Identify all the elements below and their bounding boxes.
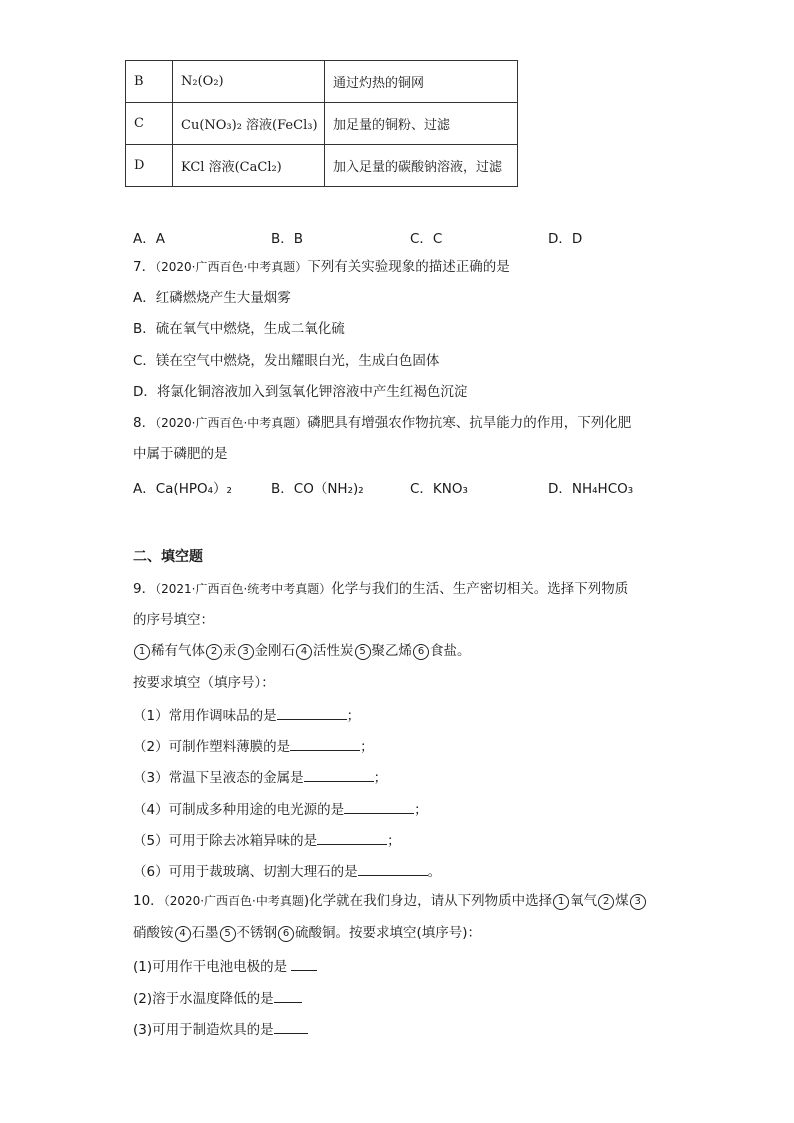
number-circle: 5 bbox=[220, 926, 236, 942]
question-source: （2021·广西百色·统考中考真题） bbox=[155, 582, 332, 596]
material-name: 石墨 bbox=[191, 925, 219, 941]
q10-item-1 bbox=[133, 956, 317, 976]
q9-instruction: 按要求填空（填序号）： bbox=[133, 675, 275, 691]
number-circle: 2 bbox=[598, 894, 614, 910]
question-text: 。按要求填空(填序号)： bbox=[335, 925, 482, 941]
q7-stem bbox=[133, 258, 510, 276]
choice-d[interactable]: D．NH₄HCO₃ bbox=[548, 481, 634, 497]
question-number: 7． bbox=[133, 259, 156, 275]
punctuation: ； bbox=[414, 802, 428, 818]
punctuation: ； bbox=[373, 770, 388, 786]
choice-a[interactable]: A．A bbox=[133, 231, 165, 247]
material-name: 煤 bbox=[615, 893, 629, 909]
question-source: （2020·广西百色·中考真题） bbox=[155, 260, 308, 274]
punctuation: ； bbox=[346, 708, 361, 724]
table-row bbox=[126, 103, 518, 145]
number-circle: 3 bbox=[238, 644, 254, 660]
choice-c[interactable]: C．KNO₃ bbox=[410, 481, 468, 497]
number-circle: 6 bbox=[278, 926, 294, 942]
question-source: （2020·广西百色·中考真题） bbox=[155, 416, 308, 430]
number-circle: 5 bbox=[355, 644, 371, 660]
question-text: 下列有关实验现象的描述正确的是 bbox=[307, 259, 510, 275]
q9-item-1 bbox=[133, 705, 360, 725]
question-number: 10． bbox=[133, 893, 164, 909]
choice-b[interactable]: B．CO（NH₂)₂ bbox=[271, 481, 364, 497]
question-source: （2020·广西百色·中考真题 bbox=[163, 894, 304, 908]
substance-cell: Cu(NO₃)₂ 溶液(FeCl₃) bbox=[173, 103, 325, 145]
item-text: (2)溶于水温度降低的是 bbox=[133, 991, 274, 1007]
q9-item-2 bbox=[133, 736, 374, 756]
q9-item-3 bbox=[133, 767, 387, 787]
question-number: 8． bbox=[133, 415, 156, 431]
substance-cell: N₂(O₂) bbox=[173, 61, 325, 103]
table-row bbox=[126, 61, 518, 103]
row-label: C bbox=[126, 103, 173, 145]
choice-c[interactable]: C．C bbox=[410, 231, 443, 247]
material-name: 不锈钢 bbox=[236, 925, 277, 941]
punctuation: ； bbox=[360, 739, 374, 755]
material-name: 食盐 bbox=[430, 643, 457, 659]
answer-blank[interactable] bbox=[304, 767, 374, 782]
q9-stem-cont: 的序号填空： bbox=[133, 612, 214, 628]
substance-cell: KCl 溶液(CaCl₂) bbox=[173, 145, 325, 187]
q10-stem-cont bbox=[133, 924, 481, 942]
q10-item-3 bbox=[133, 1019, 308, 1039]
q10-stem bbox=[133, 892, 647, 910]
item-text: （1）常用作调味品的是 bbox=[133, 708, 277, 724]
answer-blank[interactable] bbox=[274, 988, 302, 1003]
number-circle: 1 bbox=[134, 644, 150, 660]
answer-blank[interactable] bbox=[290, 736, 360, 751]
row-label: D bbox=[126, 145, 173, 187]
material-name: 汞 bbox=[223, 643, 237, 659]
q9-stem bbox=[133, 580, 628, 598]
answer-blank[interactable] bbox=[291, 956, 317, 971]
material-name: 聚乙烯 bbox=[371, 643, 412, 659]
choice-a[interactable]: A．Ca(HPO₄）₂ bbox=[133, 481, 232, 497]
method-cell: 通过灼热的铜网 bbox=[325, 61, 518, 103]
material-name: 金刚石 bbox=[254, 643, 295, 659]
options-table bbox=[125, 60, 518, 187]
item-text: （4）可制成多种用途的电光源的是 bbox=[133, 802, 345, 818]
number-circle: 1 bbox=[553, 894, 569, 910]
number-circle: 6 bbox=[413, 644, 429, 660]
q7-option-c[interactable]: C．镁在空气中燃烧，发出耀眼白光，生成白色固体 bbox=[133, 353, 440, 369]
choice-d[interactable]: D．D bbox=[548, 231, 583, 247]
item-text: (1)可用作干电池电极的是 bbox=[133, 959, 292, 975]
q9-item-6 bbox=[133, 861, 441, 881]
answer-blank[interactable] bbox=[344, 799, 414, 814]
item-text: (3)可用于制造炊具的是 bbox=[133, 1022, 274, 1038]
question-number: 9． bbox=[133, 581, 156, 597]
number-circle: 2 bbox=[206, 644, 222, 660]
method-cell: 加足量的铜粉、过滤 bbox=[325, 103, 518, 145]
material-name: 氧气 bbox=[570, 893, 598, 909]
item-text: （2）可制作塑料薄膜的是 bbox=[133, 739, 291, 755]
question-text: 磷肥具有增强农作物抗寒、抗旱能力的作用，下列化肥 bbox=[307, 415, 632, 431]
material-name: 硝酸铵 bbox=[133, 925, 174, 941]
method-cell: 加入足量的碳酸钠溶液，过滤 bbox=[325, 145, 518, 187]
answer-blank[interactable] bbox=[277, 705, 347, 720]
material-name: 稀有气体 bbox=[151, 643, 205, 659]
table-row bbox=[126, 145, 518, 187]
item-text: （3）常温下呈液态的金属是 bbox=[133, 770, 304, 786]
material-name: 硫酸铜 bbox=[295, 925, 336, 941]
q7-option-b[interactable]: B．硫在氧气中燃烧，生成二氧化硫 bbox=[133, 321, 345, 337]
punctuation: 。 bbox=[427, 864, 442, 880]
number-circle: 4 bbox=[296, 644, 312, 660]
material-name: 活性炭 bbox=[313, 643, 354, 659]
answer-blank[interactable] bbox=[317, 830, 387, 845]
q9-materials bbox=[133, 642, 471, 660]
answer-blank[interactable] bbox=[358, 861, 428, 876]
question-text: 化学与我们的生活、生产密切相关。选择下列物质 bbox=[331, 581, 629, 597]
q9-item-4 bbox=[133, 799, 428, 819]
q8-stem bbox=[133, 414, 631, 432]
item-text: （5）可用于除去冰箱异味的是 bbox=[133, 833, 318, 849]
number-circle: 3 bbox=[630, 894, 646, 910]
answer-blank[interactable] bbox=[274, 1019, 308, 1034]
item-text: （6）可用于裁玻璃、切割大理石的是 bbox=[133, 864, 358, 880]
choice-b[interactable]: B．B bbox=[271, 231, 304, 247]
q7-option-a[interactable]: A．红磷燃烧产生大量烟雾 bbox=[133, 290, 291, 306]
q7-option-d[interactable]: D．将氯化铜溶液加入到氢氧化钾溶液中产生红褐色沉淀 bbox=[133, 384, 468, 400]
q10-item-2 bbox=[133, 988, 302, 1008]
question-text: )化学就在我们身边，请从下列物质中选择 bbox=[303, 893, 553, 909]
q8-stem-cont: 中属于磷肥的是 bbox=[133, 446, 228, 462]
number-circle: 4 bbox=[175, 926, 191, 942]
q9-item-5 bbox=[133, 830, 401, 850]
row-label: B bbox=[126, 61, 173, 103]
punctuation: 。 bbox=[457, 643, 471, 659]
punctuation: ； bbox=[387, 833, 401, 849]
section-title: 二、填空题 bbox=[133, 549, 203, 565]
